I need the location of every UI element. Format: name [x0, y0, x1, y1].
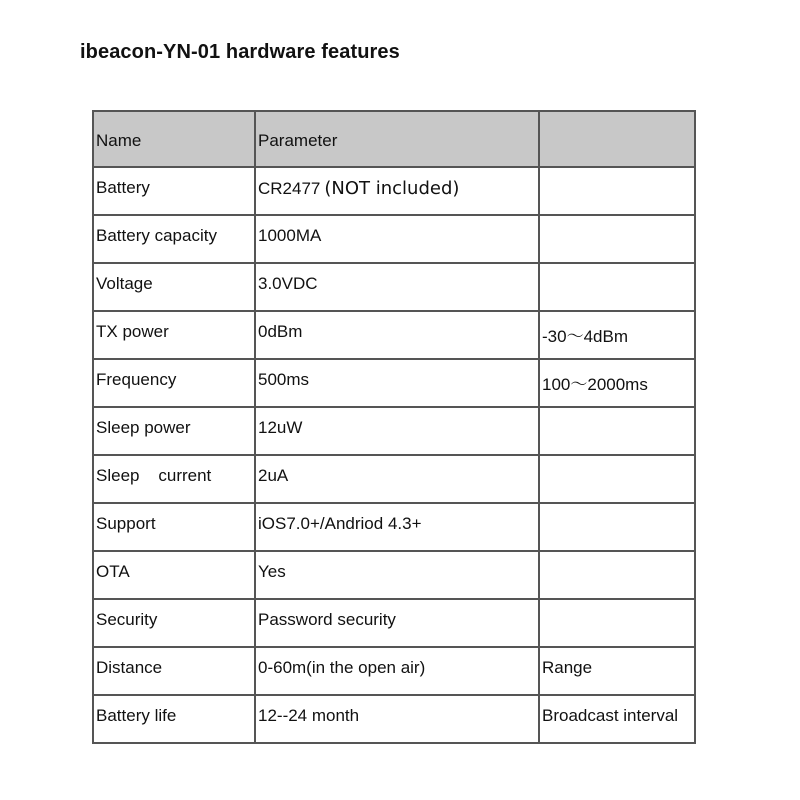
cell-extra — [539, 407, 695, 455]
table-row — [93, 695, 695, 743]
table-row — [93, 455, 695, 503]
cell-parameter-note: (NOT included) — [324, 178, 460, 199]
cell-parameter: Yes — [255, 551, 539, 599]
cell-name: TX power — [93, 311, 255, 359]
cell-name: OTA — [93, 551, 255, 599]
cell-extra — [539, 215, 695, 263]
cell-name: Battery life — [93, 695, 255, 743]
cell-name: Distance — [93, 647, 255, 695]
cell-extra: 100～2000ms — [539, 359, 695, 407]
table-row — [93, 599, 695, 647]
cell-extra — [539, 455, 695, 503]
table-row — [93, 311, 695, 359]
cell-extra: Range — [539, 647, 695, 695]
cell-name: Battery capacity — [93, 215, 255, 263]
cell-parameter: 12uW — [255, 407, 539, 455]
cell-extra: Broadcast interval — [539, 695, 695, 743]
table-row — [93, 503, 695, 551]
table-row — [93, 407, 695, 455]
cell-extra — [539, 551, 695, 599]
cell-name: Support — [93, 503, 255, 551]
cell-extra — [539, 503, 695, 551]
table-row — [93, 263, 695, 311]
cell-parameter: Password security — [255, 599, 539, 647]
table-row — [93, 551, 695, 599]
hardware-features-table — [92, 110, 696, 744]
cell-parameter: 0dBm — [255, 311, 539, 359]
table-row — [93, 167, 695, 215]
cell-parameter: 0-60m(in the open air) — [255, 647, 539, 695]
cell-name: Frequency — [93, 359, 255, 407]
column-header-extra — [539, 111, 695, 167]
cell-name: Sleep current — [93, 455, 255, 503]
table-row — [93, 647, 695, 695]
table-row — [93, 359, 695, 407]
cell-extra — [539, 599, 695, 647]
cell-parameter: 3.0VDC — [255, 263, 539, 311]
table-row — [93, 215, 695, 263]
page-title: ibeacon-YN-01 hardware features — [80, 41, 400, 63]
cell-name: Sleep power — [93, 407, 255, 455]
cell-extra: -30～4dBm — [539, 311, 695, 359]
cell-parameter: 2uA — [255, 455, 539, 503]
column-header-name: Name — [93, 111, 255, 167]
cell-name: Security — [93, 599, 255, 647]
column-header-parameter: Parameter — [255, 111, 539, 167]
cell-parameter-value: CR2477 — [258, 179, 321, 198]
cell-name: Voltage — [93, 263, 255, 311]
cell-parameter — [255, 167, 539, 215]
cell-parameter: 500ms — [255, 359, 539, 407]
table-header-row — [93, 111, 695, 167]
cell-parameter: 12--24 month — [255, 695, 539, 743]
cell-name: Battery — [93, 167, 255, 215]
cell-extra — [539, 263, 695, 311]
cell-parameter: 1000MA — [255, 215, 539, 263]
cell-extra — [539, 167, 695, 215]
cell-parameter: iOS7.0+/Andriod 4.3+ — [255, 503, 539, 551]
